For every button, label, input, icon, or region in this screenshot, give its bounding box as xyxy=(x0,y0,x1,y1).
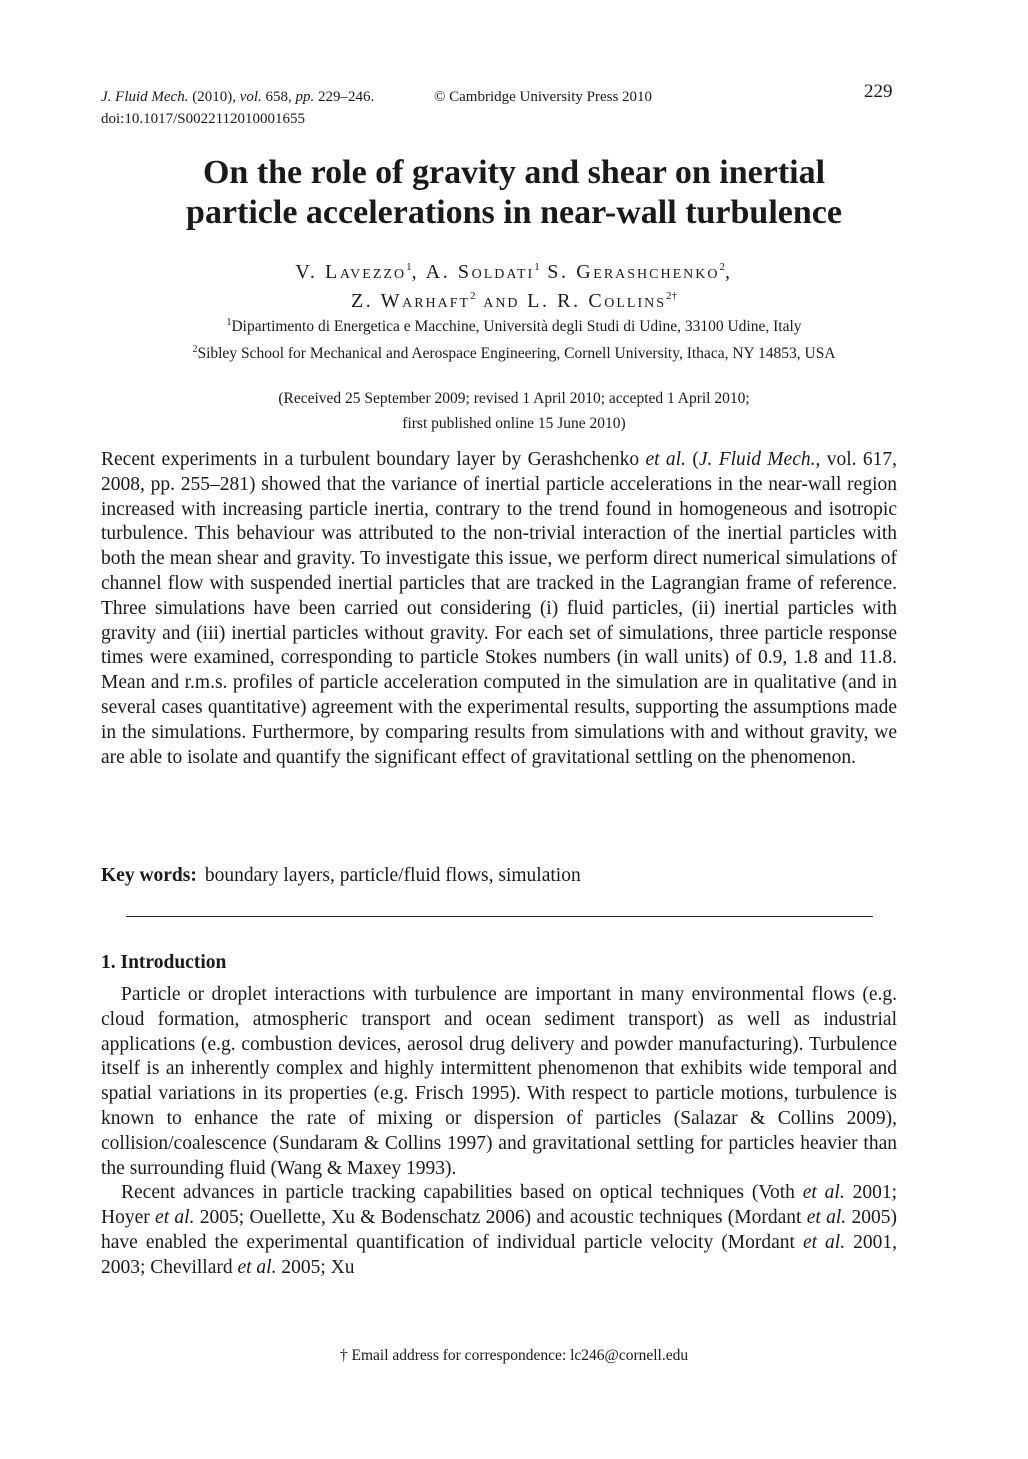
author-4: Z. WARHAFT$^2$ xyxy=(350,290,476,312)
keywords-label: Key words: xyxy=(101,865,197,886)
doi: doi:10.1017/S0022112010001655 xyxy=(101,111,306,127)
author-list: V. LAVEZZO$^1$, A. SOLDATI$^1$ S. GERASHCHENKO$^2$, Z. WARHAFT$^2$ AND L. R. $COLLINS^{2\dagger}$ xyxy=(295,261,733,312)
received-dates: (Received 25 September 2009; revised 1 April 2010; accepted 1 April 2010; first published online 15 June 2010) xyxy=(278,390,750,432)
paragraph: Recent advances in particle tracking capabilities based on optical techniques (Voth et al. 2001; Hoyer et al. 2005; Ouellette, Xu & Bodenschatz 2006) and acoustic techniques (Mordant et al. 2005) have enabled the experimental quantification of individual particle velocity (Mordant et al. 2001, 2003; Chevillard et al. 2005; Xu xyxy=(101,1182,898,1278)
section-divider xyxy=(126,916,873,917)
journal-header xyxy=(101,86,901,130)
keywords-text: boundary layers, particle/fluid flows, simulation xyxy=(204,865,581,886)
vol-label: vol. xyxy=(239,89,262,105)
journal-year: (2010), xyxy=(192,89,236,105)
citation-line xyxy=(101,86,901,108)
title-line-2: particle accelerations in near-wall turbulence xyxy=(186,194,842,231)
section-heading: 1. Introduction xyxy=(101,952,227,973)
introduction-body xyxy=(101,983,897,1281)
title-line-1: On the role of gravity and shear on inertial xyxy=(202,154,826,191)
paragraph: Particle or droplet interactions with turbulence are important in many environmental flows (e.g. cloud formation, atmospheric transport and ocean sediment transport) as well as industrial applications (e.g. combustion devices, aerosol drug delivery and powder manufacturing). Turbulence itself is an inherently complex and highly intermittent phenomenon that exhibits wide temporal and spatial variations in its properties (e.g. Frisch 1995). With respect to particle motions, turbulence is known to enhance the rate of mixing or dispersion of particles (Salazar & Collins 2009), collision/coalescence (Sundaram & Collins 1997) and gravitational settling for particles heavier than the surrounding fluid (Wang & Maxey 1993). xyxy=(101,984,897,1179)
footnote: † Email address for correspondence: lc246@cornell.edu xyxy=(339,1347,689,1364)
abstract: Recent experiments in a turbulent boundary layer by Gerashchenko et al. (J. Fluid Mech., vol. 617, 2008, pp. 255–281) showed that the variance of inertial particle accelerations in the near-wall region increased with increasing particle inertia, contrary to the trend found in homogeneous and isotropic turbulence. This behaviour was attributed to the non-trivial interaction of the inertial particles with both the mean shear and gravity. To investigate this issue, we perform direct numerical simulations of channel flow with suspended inertial particles that are tracked in the Lagrangian frame of reference. Three simulations have been carried out considering (i) fluid particles, (ii) inertial particles with gravity and (iii) inertial particles without gravity. For each set of simulations, three particle response times were examined, corresponding to particle Stokes numbers (in wall units) of 0.9, 1.8 and 11.8. Mean and r.m.s. profiles of particle acceleration computed in the simulation are in qualitative (and in several cases quantitative) agreement with the experimental results, supporting the assumptions made in the simulations. Furthermore, by comparing results from simulations with and without gravity, we are able to isolate and quantify the significant effect of gravitational settling on the phenomenon. xyxy=(101,449,897,768)
affiliation-1: $^1$Dipartimento di Energetica e Macchine, Università degli Studi di Udine, 33100 Udine, Italy xyxy=(226,317,802,335)
affiliation-2: $^2$Sibley School for Mechanical and Aerospace Engineering, Cornell University, Ithaca, NY 14853, USA xyxy=(192,344,836,362)
copyright: © Cambridge University Press 2010 xyxy=(434,89,653,105)
journal-volume: 658, xyxy=(265,89,292,105)
journal-name: J. Fluid Mech. xyxy=(101,89,189,105)
author-2: A. SOLDATI$^1$ xyxy=(425,261,540,283)
pp-label: pp. xyxy=(295,89,315,105)
author-5: L. R. $COLLINS^{2\dagger}$ xyxy=(527,290,678,312)
journal-pages: 229–246. xyxy=(318,89,375,105)
author-3: S. GERASHCHENKO$^2$ xyxy=(547,261,725,283)
author-1: V. LAVEZZO$^1$ xyxy=(295,261,412,283)
keywords xyxy=(101,864,581,888)
paper-title xyxy=(60,153,968,233)
author-and: AND xyxy=(483,296,520,311)
page-number: 229 xyxy=(864,81,893,102)
